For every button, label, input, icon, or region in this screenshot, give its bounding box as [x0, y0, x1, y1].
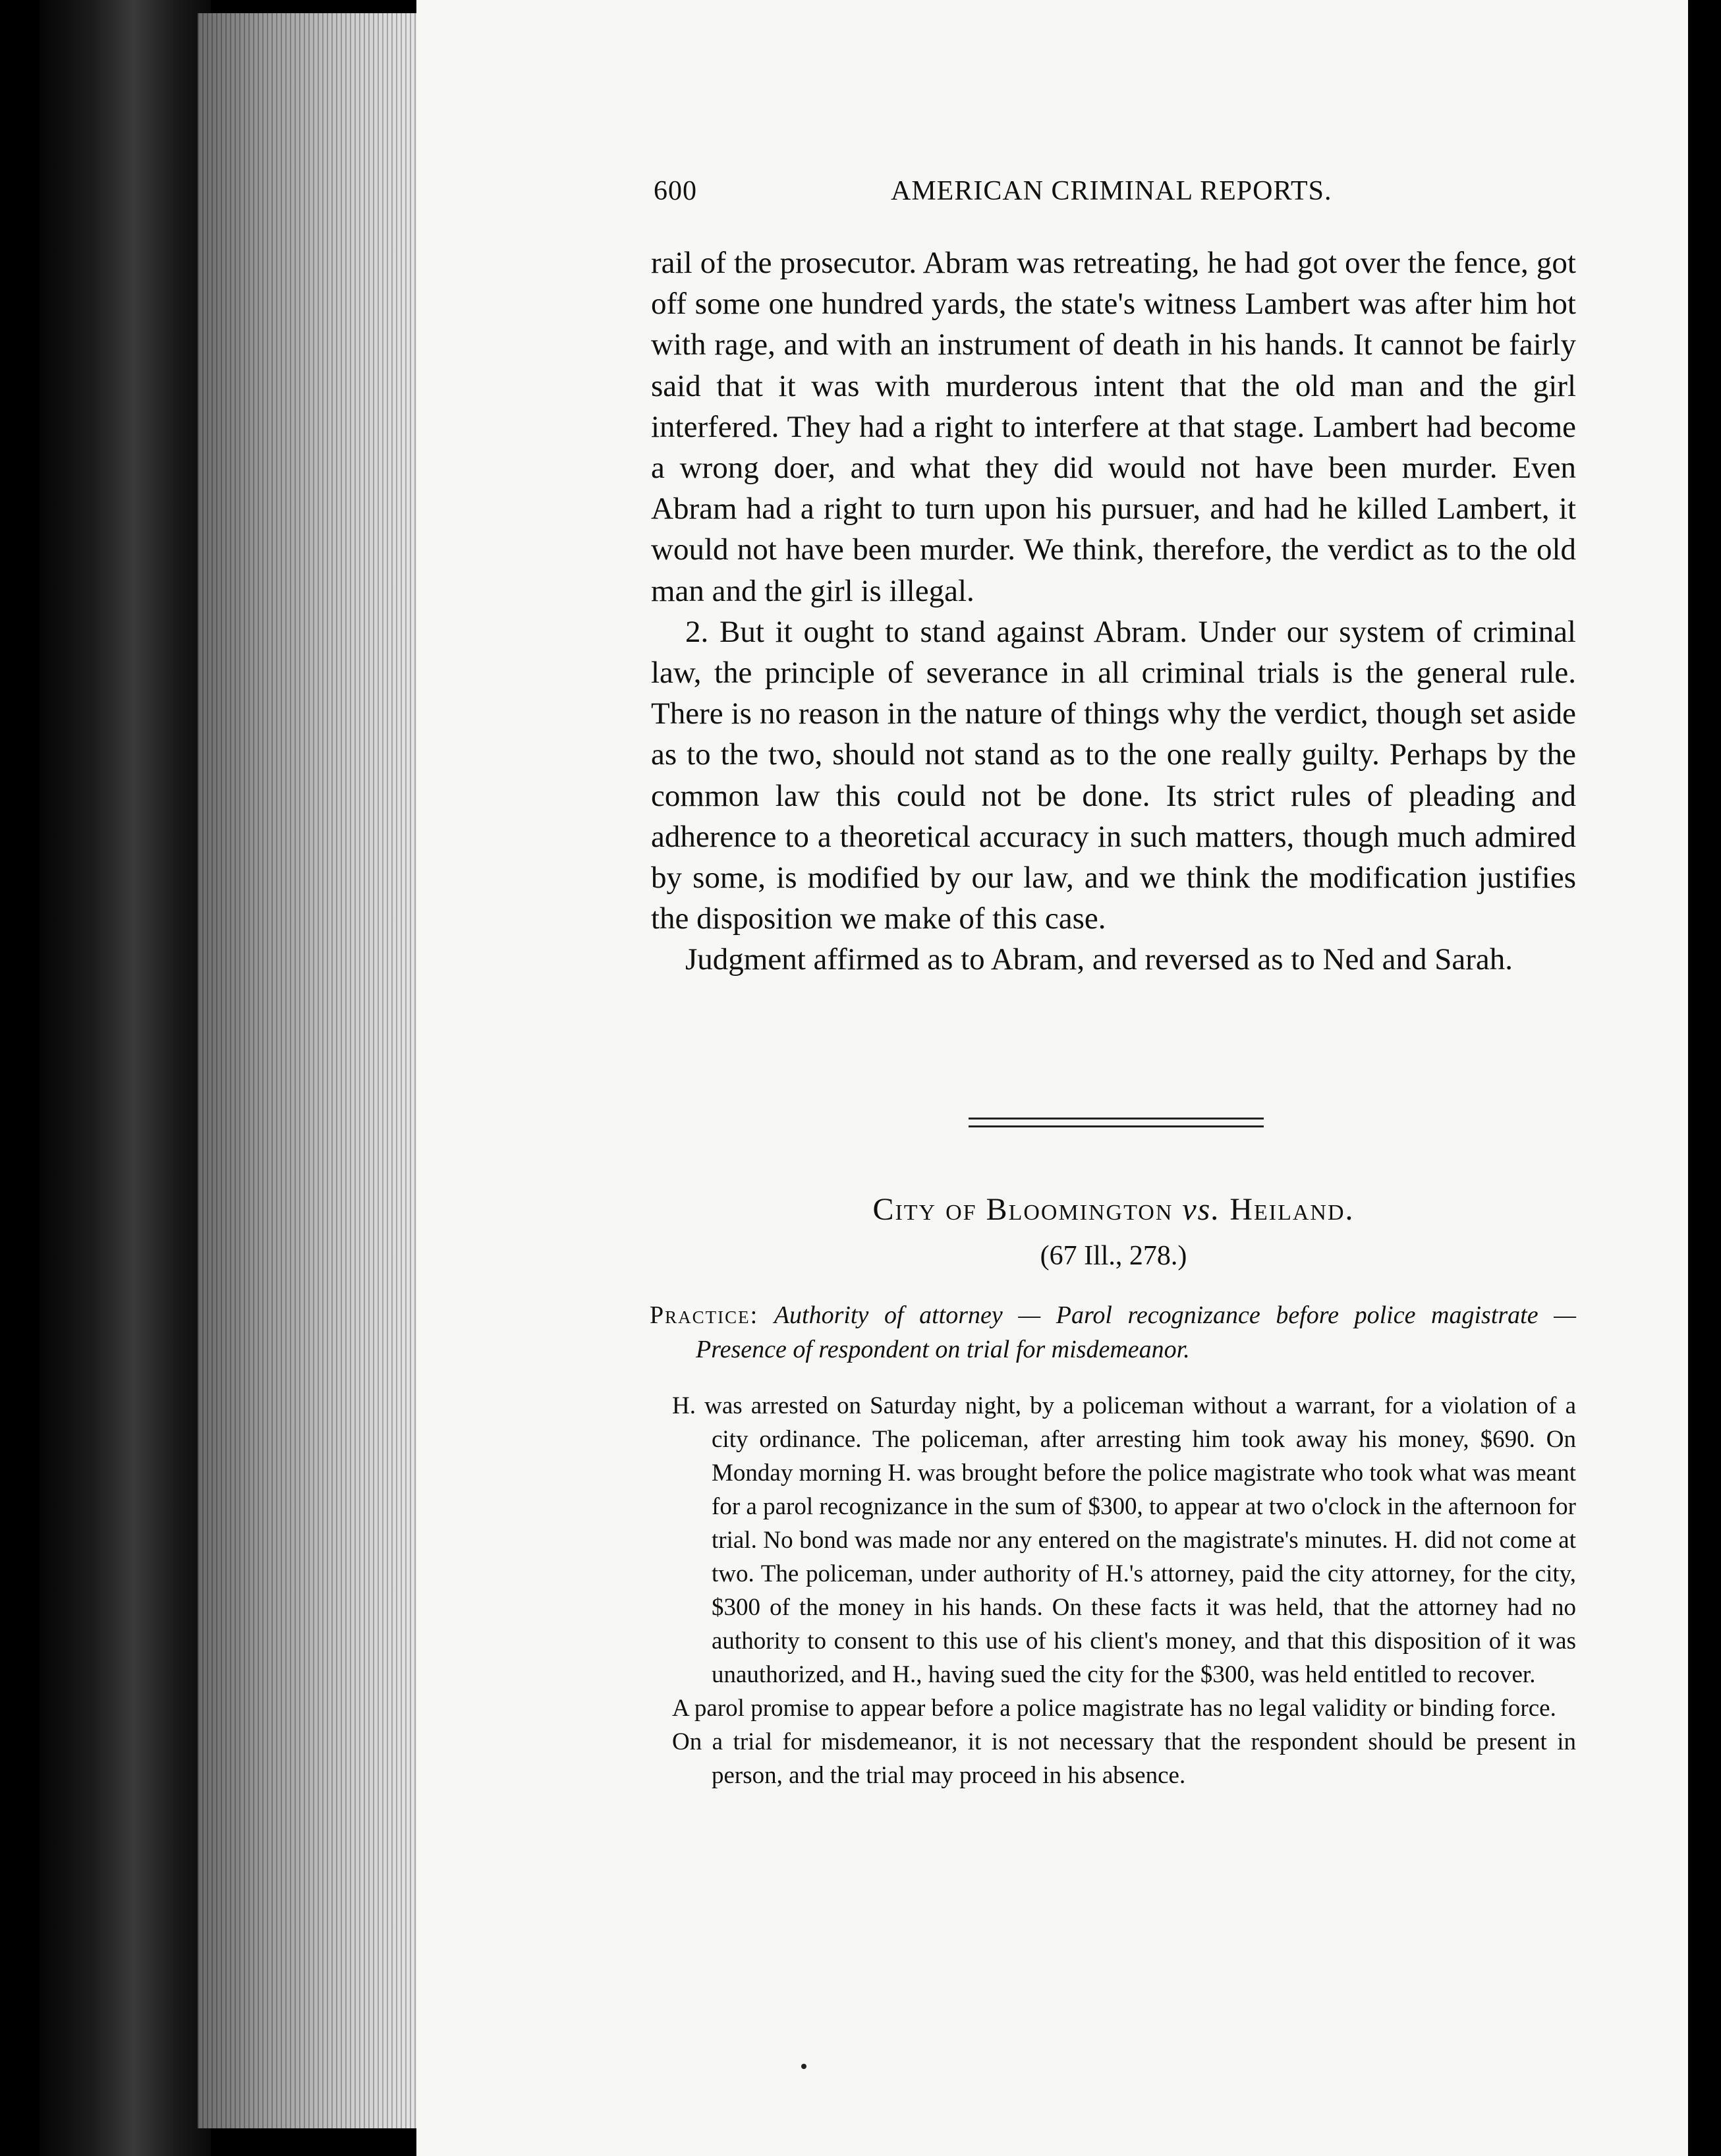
headnote-topics: Authority of attorney — Parol recognizance before police magistrate — Presence of respondent on trial for misdemeanor. [696, 1301, 1577, 1363]
syllabus-paragraph-1: H. was arrested on Saturday night, by a policeman without a warrant, for a violation of a city ordinance. The policeman, after arresting him took away his money, $690. On Monday morning H. was brought before the police magistrate who took what was meant for a parol recognizance in the sum of $300, to appear at two o'clock in the afternoon for trial. No bond was made nor any entered on the magistrate's minutes. H. did not come at two. The policeman, under authority of H.'s attorney, paid the city attorney, for the city, $300 of the money in his hands. On these facts it was held, that the attorney had no authority to consent to this use of his client's money, and that this disposition of it was unauthorized, and H., having sued the city for the $300, was held entitled to recover. [672, 1392, 1576, 1688]
case-party-defendant: Heiland. [1229, 1192, 1355, 1227]
scan-border [1688, 0, 1721, 2156]
ink-speck [801, 2064, 806, 2069]
syllabus [672, 1389, 1576, 1792]
section-divider [969, 1118, 1264, 1129]
headnote-label: Practice: [650, 1301, 759, 1329]
headnote [650, 1298, 1576, 1367]
judgment-paragraph: Judgment affirmed as to Abram, and reversed as to Ned and Sarah. [685, 942, 1513, 977]
opinion-paragraph-2: 2. But it ought to stand against Abram. Under our system of criminal law, the principle of severance in all criminal trials is the general rule. There is no reason in the nature of things why the verdict, though set aside as to the two, should not stand as to the one really guilty. Perhaps by the common law this could not be done. Its strict rules of pleading and adherence to a theoretical accuracy in such matters, though much admired by some, is modified by our law, and we think the modification justifies the disposition we make of this case. [651, 614, 1576, 936]
running-title: AMERICAN CRIMINAL REPORTS. [891, 176, 1332, 206]
case-citation: (67 Ill., 278.) [1040, 1241, 1187, 1271]
syllabus-paragraph-2: A parol promise to appear before a police magistrate has no legal validity or binding force. [672, 1695, 1556, 1722]
opinion-paragraph-1: rail of the prosecutor. Abram was retreating, he had got over the fence, got off some one hundred yards, the state's witness Lambert was after him hot with rage, and with an instrument of death in his hands. It cannot be fairly said that it was with murderous intent that the old man and the girl interfered. They had a right to interfere at that stage. Lambert had become a wrong doer, and what they did would not have been murder. Even Abram had a right to turn upon his pursuer, and had he killed Lambert, it would not have been murder. We think, therefore, the verdict as to the old man and the girl is illegal. [651, 246, 1576, 608]
page-number: 600 [654, 176, 697, 206]
case-title [651, 1191, 1576, 1228]
syllabus-paragraph-3: On a trial for misdemeanor, it is not necessary that the respondent should be present in person, and the trial may proceed in his absence. [672, 1728, 1576, 1789]
book-binding [40, 0, 211, 2156]
case-versus: vs. [1182, 1192, 1221, 1227]
opinion-text [651, 242, 1576, 980]
page-edges [198, 13, 422, 2128]
case-party-plaintiff: City of Bloomington [872, 1192, 1173, 1227]
